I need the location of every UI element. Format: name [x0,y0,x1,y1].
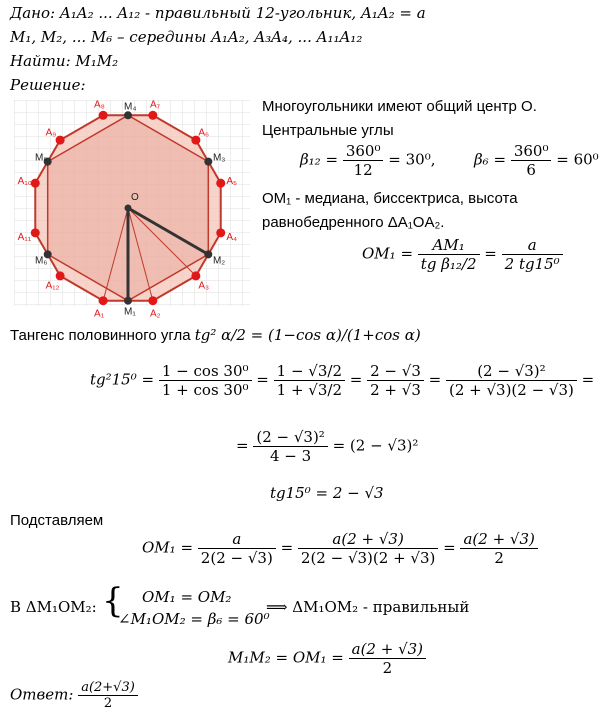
substitute-formula: OM₁ = $\frac{a}{2(2 - √3)}$ = $\frac{a(2 + √3)}{2(2 - √3)(2 + √3)}$ = $\frac{a(2 + √3)}{2}$ [142,530,538,567]
vertex-label-a2: A₂ [149,308,161,320]
vertex-label-a11: A₁₁ [17,231,32,243]
beta12-fraction [343,142,384,179]
om-f2-num: a [527,236,537,254]
om-f2-den: 2 tg15⁰ [502,254,563,273]
answer-den: 2 [78,695,138,711]
t1-f2-den: 1 + √3/2 [274,380,345,399]
beta12-den: 12 [343,160,384,179]
midpoint-label-m3: M₃ [212,152,226,164]
answer-line [10,680,138,711]
answer-frac [78,680,138,711]
t1-f1-num: 1 − cos 30⁰ [161,362,249,380]
vertex-a2 [148,296,157,305]
center-point [125,205,132,212]
om-f1-num: AM₁ [432,236,465,254]
given-text: A₁A₂ ... A₁₂ - правильный 12-угольник, A₁A₂ = a [59,4,426,22]
beta6-num: 360⁰ [513,142,549,160]
beta12-lhs: β₁₂ = [300,150,339,169]
midpoint-m4 [124,111,132,119]
vertex-label-a10: A₁₀ [17,176,32,188]
t2-num: (2 − √3)² [256,428,325,446]
midpoint-label-m4: M₄ [124,101,137,113]
sub-frac-2 [298,530,438,567]
central-angles-label: Центральные углы [262,122,394,139]
triangle-eq-1: OM₁ = OM₂ [142,588,232,606]
beta12-result: = 30⁰, [388,150,436,169]
final-frac [349,640,426,677]
om-f1-den: tg β₁₂/2 [418,254,480,273]
om-triangle-line: равнобедренного ΔA₁OA₂. [262,214,445,231]
vertex-a11 [31,228,40,237]
vertex-label-a9: A₉ [45,127,57,139]
beta6-den: 6 [511,160,552,179]
find-line [10,52,118,70]
om-eq-sign: = [484,244,497,263]
t2-frac [253,428,327,465]
sub-f3-num: a(2 + √3) [463,530,535,548]
midpoint-m3 [204,158,212,166]
t1-f3-den: 2 + √3 [367,380,424,399]
vertex-label-a7: A₇ [149,99,161,111]
om-lhs: OM₁ = [362,244,414,263]
given-label: Дано: [10,4,56,22]
find-label: Найти: [10,52,71,70]
vertex-a8 [99,111,108,120]
substitute-heading: Подставляем [10,512,104,529]
midpoint-m2 [204,250,212,258]
beta6-lhs: β₆ = [474,150,507,169]
vertex-label-a3: A₃ [198,280,210,292]
sub-f3-den: 2 [460,548,537,567]
find-value: M₁M₂ [75,52,119,70]
triangle-prefix: В ΔM₁OM₂: [10,598,97,616]
final-num: a(2 + √3) [351,640,424,658]
t1-f1-den: 1 + cos 30⁰ [159,380,252,399]
vertex-label-a1: A₁ [94,308,105,320]
t1-f4-num: (2 − √3)² [477,362,546,380]
center-label: O [131,192,139,203]
solution-label: Решение: [10,76,86,94]
beta6-fraction [511,142,552,179]
t2-den: 4 − 3 [253,446,327,465]
tangent-line-1: tg²15⁰ = $\frac{\text{1 − cos 30⁰}}{\text{1 + cos 30⁰}}$ = $\frac{1 - √3/2}{1 + √3/2}$ = $\frac{2 - √3}{2 + √3}$ = $\frac{\text{(2 − √3)²}}{(2 + √3)(2 - √3)}$ = [90,362,595,399]
t1-frac-4 [446,362,577,399]
vertex-label-a4: A₄ [226,231,238,243]
vertex-a5 [216,179,225,188]
t1-frac-3 [367,362,424,399]
beta12-num: 360⁰ [345,142,381,160]
vertex-a10 [31,179,40,188]
tangent-heading-line [10,326,421,344]
t1-frac-1 [159,362,252,399]
t1-f3-num: 2 − √3 [370,362,421,380]
om-median-line: OM₁ - медиана, биссектриса, высота [262,190,518,207]
tangent-heading: Тангенс половинного угла [10,327,191,344]
t1-lhs: tg²15⁰ = [90,370,155,389]
given-line [10,4,426,22]
t1-frac-2 [274,362,345,399]
sub-f1-den: 2(2 − √3) [198,548,276,567]
midpoint-label-m5: M₅ [35,152,48,164]
sub-f2-den: 2(2 − √3)(2 + √3) [298,548,438,567]
triangle-result: ⟹ ΔM₁OM₂ - правильный [266,598,470,616]
vertex-a4 [216,228,225,237]
tangent-line-2: = $\frac{\text{(2 − √3)²}}{4 - 3}$ = (2 − √3)² [236,428,419,465]
vertex-a12 [56,271,65,280]
t1-f2-num: 1 − √3/2 [276,362,342,380]
om-fraction-2 [502,236,563,273]
vertex-label-a6: A₆ [198,127,210,139]
final-lhs: M₁M₂ = OM₁ = [228,648,344,667]
center-statement: Многоугольники имеют общий центр O. [262,98,537,115]
sub-frac-1 [198,530,276,567]
triangle-eq-2: ∠M₁OM₂ = β₆ = 60⁰ [118,610,270,628]
vertex-a9 [56,136,65,145]
om-formula [362,236,563,273]
vertex-label-a12: A₁₂ [45,280,60,292]
given-text-2: M₁, M₂, ... M₆ – середины A₁A₂, A₃A₄, ... A₁₁A₁₂ [10,28,363,46]
final-formula [228,640,426,677]
midpoint-label-m6: M₆ [35,255,48,267]
midpoint-m1 [124,297,132,305]
om-fraction-1 [418,236,480,273]
vertex-a7 [148,111,157,120]
sub-f1-num: a [232,530,242,548]
midpoint-label-m1: M₁ [124,306,136,318]
system-brace: { [102,581,124,621]
vertex-label-a5: A₅ [226,176,238,188]
final-den: 2 [349,658,426,677]
beta6-result: = 60⁰ [556,150,599,169]
midpoint-label-m2: M₂ [212,255,226,267]
sub-f2-num: a(2 + √3) [332,530,404,548]
t1-f4-den: (2 + √3)(2 − √3) [446,380,577,399]
answer-label: Ответ: [10,685,74,704]
answer-num: a(2+√3) [81,680,135,695]
beta6-formula [474,142,599,179]
beta12-formula [300,142,435,179]
tangent-line-3: tg15⁰ = 2 − √3 [270,484,384,502]
tangent-formula: tg² α/2 = (1−cos α)/(1+cos α) [194,326,421,344]
vertex-a1 [99,296,108,305]
geometry-figure [14,99,250,320]
sub-lhs: OM₁ = [142,538,194,557]
t2-result: = (2 − √3)² [332,436,419,455]
sub-frac-3 [460,530,537,567]
vertex-a3 [191,271,200,280]
figure-svg [14,99,250,320]
vertex-label-a8: A₈ [94,99,105,111]
